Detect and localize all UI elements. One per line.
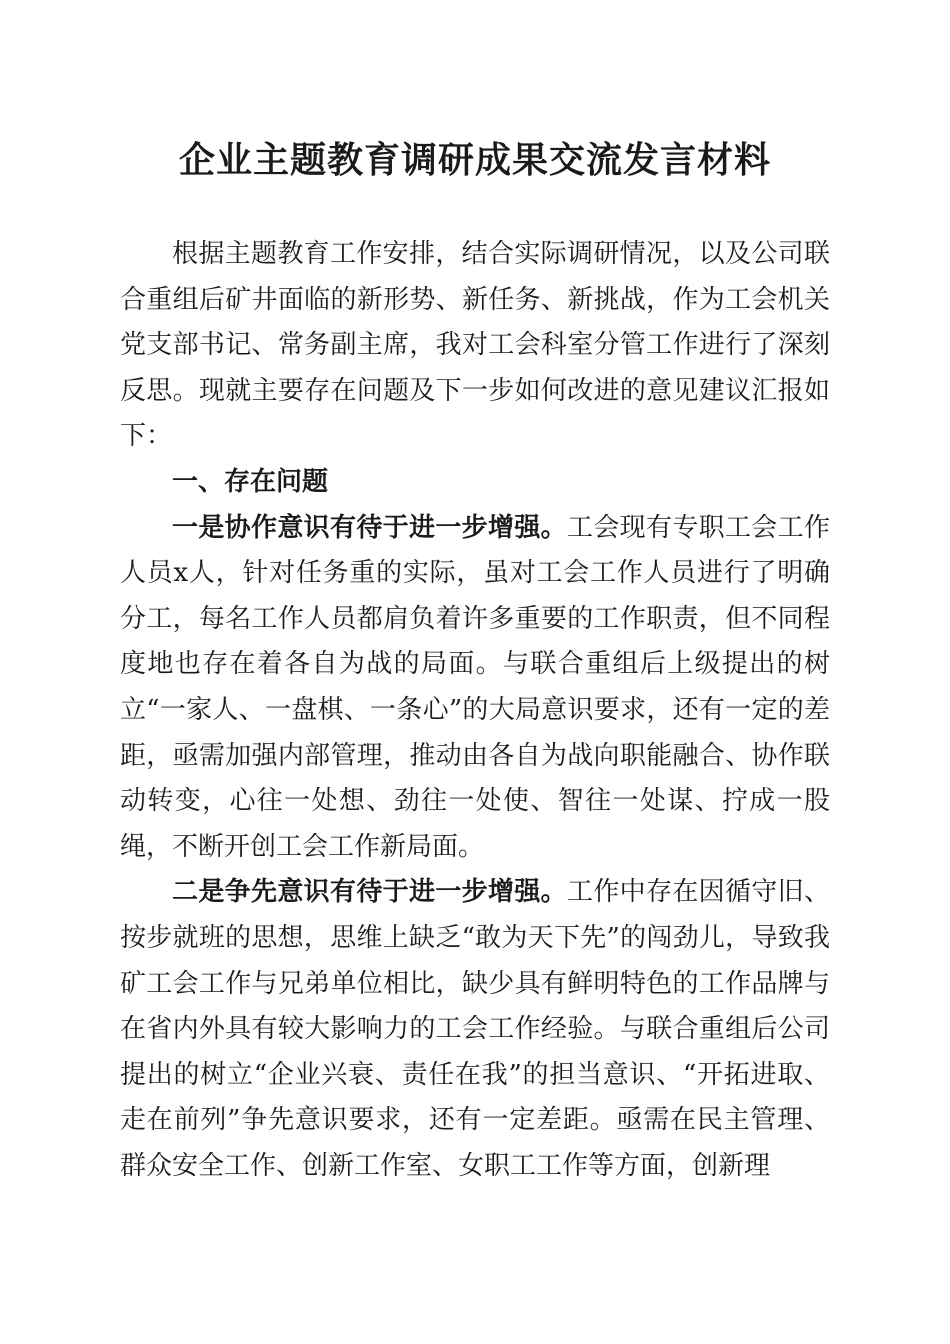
point-lead-2: 二是争先意识有待于进一步增强。 (172, 877, 567, 908)
point-text-1: 工会现有专职工会工作人员x人，针对任务重的实际，虽对工会工作人员进行了明确分工，每名工作人员都肩负着许多重要的工作职责，但不同程度地也存在着各自为战的局面。与联合重组后上级提出的树立“一家人、一盘棋、一条心”的大局意识要求，还有一定的差距，亟需加强内部管理，推动由各自为战向职能融合、协作联动转变，心往一处想、劲往一处使、智往一处谋、拧成一股绳，不断开创工会工作新局面。 (120, 512, 830, 862)
point-paragraph-1 (120, 506, 830, 871)
point-paragraph-2 (120, 870, 830, 1189)
point-lead-1: 一是协作意识有待于进一步增强。 (172, 512, 567, 543)
section-heading: 一、存在问题 (172, 466, 329, 497)
document-title: 企业主题教育调研成果交流发言材料 (178, 139, 771, 181)
document-body (120, 232, 830, 1189)
intro-paragraph: 根据主题教育工作安排，结合实际调研情况，以及公司联合重组后矿井面临的新形势、新任务、新挑战，作为工会机关党支部书记、常务副主席，我对工会科室分管工作进行了深刻反思。现就主要存在问题及下一步如何改进的意见建议汇报如下： (120, 239, 830, 452)
point-text-2: 工作中存在因循守旧、按步就班的思想，思维上缺乏“敢为天下先”的闯劲儿，导致我矿工会工作与兄弟单位相比，缺少具有鲜明特色的工作品牌与在省内外具有较大影响力的工会工作经验。与联合重组后公司提出的树立“企业兴衰、责任在我”的担当意识、“开拓进取、走在前列”争先意识要求，还有一定差距。亟需在民主管理、群众安全工作、创新工作室、女职工工作等方面，创新理 (120, 877, 830, 1181)
